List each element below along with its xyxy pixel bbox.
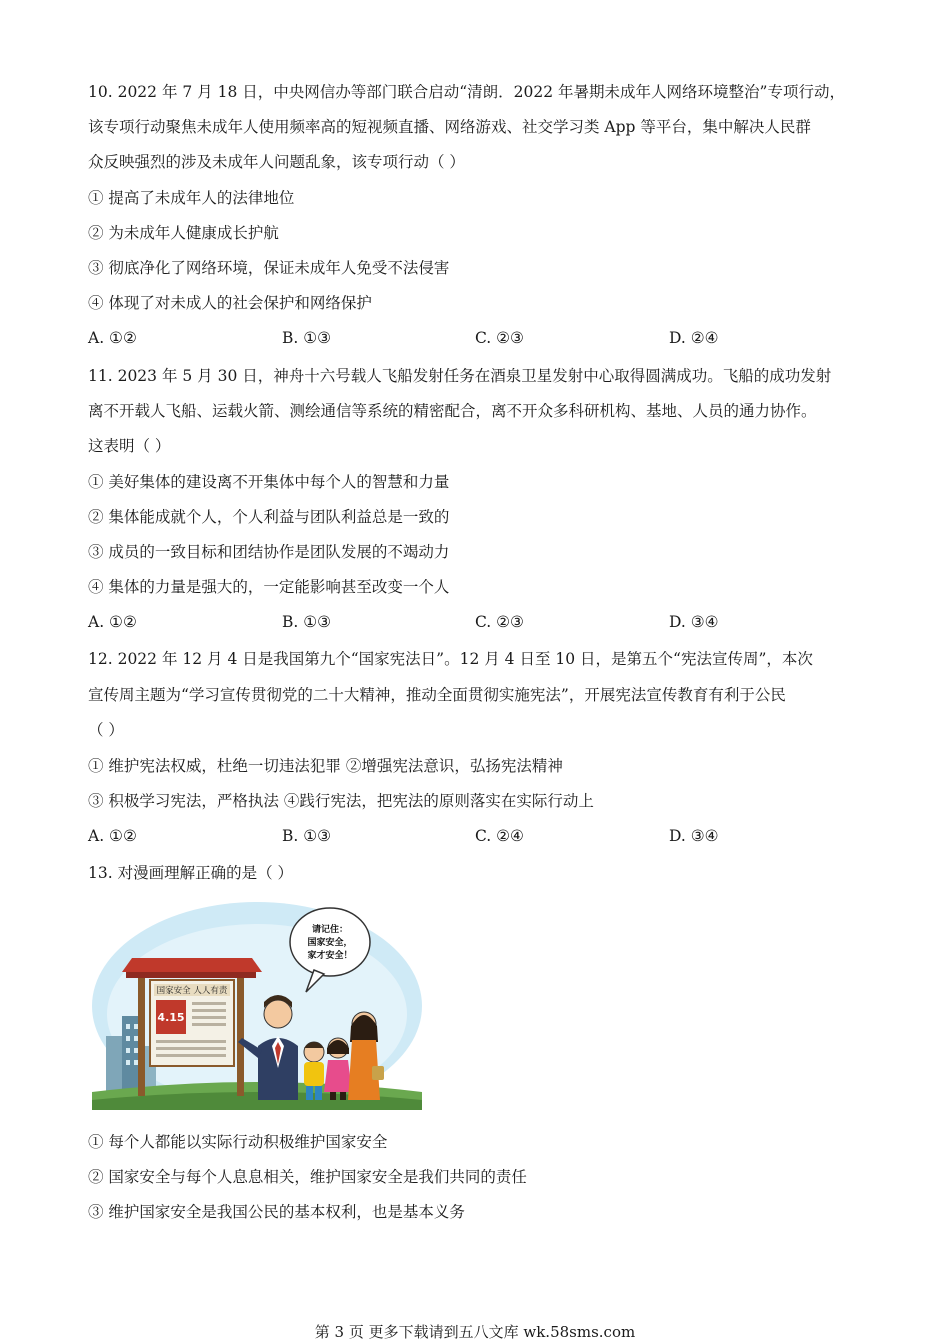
q10-option-d: D. ②④ bbox=[669, 329, 719, 347]
q10-stem-line-3: 众反映强烈的涉及未成年人问题乱象，该专项行动（ ） bbox=[88, 153, 465, 171]
q10-statement-2: ② 为未成年人健康成长护航 bbox=[88, 224, 279, 242]
q11-option-a: A. ①② bbox=[88, 613, 137, 631]
q11-statement-4: ④ 集体的力量是强大的，一定能影响甚至改变一个人 bbox=[88, 578, 450, 596]
board-badge-date: 4.15 bbox=[157, 1011, 185, 1024]
q11-stem-line-1: 11. 2023 年 5 月 30 日，神舟十六号载人飞船发射任务在酒泉卫星发射中心取得圆满成功。飞船的成功发射 bbox=[88, 367, 832, 385]
q10-option-c: C. ②③ bbox=[475, 329, 524, 347]
q11-option-d: D. ③④ bbox=[669, 613, 719, 631]
q10-option-b: B. ①③ bbox=[282, 329, 332, 347]
q13-stem: 13. 对漫画理解正确的是（ ） bbox=[88, 864, 294, 882]
q10-statement-1: ① 提高了未成年人的法律地位 bbox=[88, 189, 295, 207]
board-sign-title: 国家安全 人人有责 bbox=[156, 986, 228, 996]
speech-line-3: 家才安全！ bbox=[307, 951, 353, 961]
speech-line-2: 国家安全， bbox=[307, 938, 353, 948]
q11-statement-1: ① 美好集体的建设离不开集体中每个人的智慧和力量 bbox=[88, 473, 450, 491]
q10-statement-3: ③ 彻底净化了网络环境，保证未成年人免受不法侵害 bbox=[88, 259, 450, 277]
q12-statement-row-2: ③ 积极学习宪法，严格执法 ④践行宪法，把宪法的原则落实在实际行动上 bbox=[88, 792, 594, 810]
q11-stem-line-3: 这表明（ ） bbox=[88, 437, 171, 455]
q12-statement-row-1: ① 维护宪法权威，杜绝一切违法犯罪 ②增强宪法意识，弘扬宪法精神 bbox=[88, 757, 563, 775]
q13-statement-1: ① 每个人都能以实际行动积极维护国家安全 bbox=[88, 1133, 388, 1151]
q12-stem-line-2: 宣传周主题为“学习宣传贯彻党的二十大精神，推动全面贯彻实施宪法”，开展宪法宣传教育有利于公民 bbox=[88, 686, 786, 704]
q11-option-c: C. ②③ bbox=[475, 613, 524, 631]
q12-option-c: C. ②④ bbox=[475, 827, 524, 845]
national-security-cartoon bbox=[92, 896, 422, 1110]
q13-statement-3: ③ 维护国家安全是我国公民的基本权利，也是基本义务 bbox=[88, 1203, 465, 1221]
q12-option-b: B. ①③ bbox=[282, 827, 332, 845]
child-girl-icon bbox=[324, 1038, 352, 1100]
q11-stem-line-2: 离不开载人飞船、运载火箭、测绘通信等系统的精密配合，离不开众多科研机构、基地、人员的通力协作。 bbox=[88, 402, 817, 420]
speech-line-1: 请记住： bbox=[311, 925, 349, 935]
q11-option-b: B. ①③ bbox=[282, 613, 332, 631]
q12-option-a: A. ①② bbox=[88, 827, 137, 845]
q10-option-a: A. ①② bbox=[88, 329, 137, 347]
q12-stem-line-3: （ ） bbox=[88, 721, 124, 739]
q11-statement-2: ② 集体能成就个人，个人利益与团队利益总是一致的 bbox=[88, 508, 450, 526]
q13-statement-2: ② 国家安全与每个人息息相关，维护国家安全是我们共同的责任 bbox=[88, 1168, 527, 1186]
q10-stem-line-2: 该专项行动聚焦未成年人使用频率高的短视频直播、网络游戏、社交学习类 App 等平台，集中解决人民群 bbox=[88, 118, 811, 136]
page-footer: 第 3 页 更多下载请到五八文库 wk.58sms.com bbox=[314, 1323, 636, 1341]
q11-statement-3: ③ 成员的一致目标和团结协作是团队发展的不竭动力 bbox=[88, 543, 450, 561]
q10-statement-4: ④ 体现了对未成人的社会保护和网络保护 bbox=[88, 294, 372, 312]
q12-option-d: D. ③④ bbox=[669, 827, 719, 845]
q12-stem-line-1: 12. 2022 年 12 月 4 日是我国第九个“国家宪法日”。12 月 4 日至 10 日，是第五个“宪法宣传周”，本次 bbox=[88, 650, 813, 668]
q10-stem-line-1: 10. 2022 年 7 月 18 日，中央网信办等部门联合启动“清朗．2022 年暑期未成年人网络环境整治”专项行动， bbox=[88, 83, 845, 101]
